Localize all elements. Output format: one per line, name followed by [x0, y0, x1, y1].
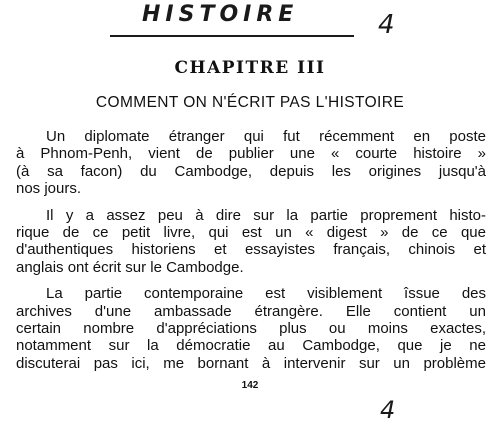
- paragraph-3: [16, 285, 486, 372]
- handwritten-mark-top: 4: [378, 10, 395, 40]
- paragraph-2: [16, 207, 486, 277]
- handwritten-mark-bottom: 4: [380, 396, 396, 424]
- text-line: d'authentiques historiens et essayistes français, chinois et: [16, 241, 486, 259]
- body-text: [16, 128, 486, 381]
- text-line: discuterai pas ici, me bornant à intervenir sur un problème: [16, 354, 486, 372]
- chapter-subtitle: COMMENT ON N'ÉCRIT PAS L'HISTOIRE: [95, 94, 405, 111]
- text-line: notamment sur la démocratie au Cambodge, que je ne: [16, 337, 486, 355]
- handwritten-title: HISTOIRE: [142, 2, 299, 27]
- text-line: à Phnom-Penh, vient de publier une « courte histoire »: [16, 145, 486, 163]
- text-line: Un diplomate étranger qui fut récemment en poste: [46, 128, 486, 145]
- text-line: Il y a assez peu à dire sur la partie proprement histo-: [46, 206, 486, 224]
- text-line: anglais ont écrit sur le Cambodge.: [16, 258, 244, 276]
- text-line: nos jours.: [16, 180, 82, 198]
- text-line: rique de ce petit livre, qui est un « digest » de ce que: [16, 224, 486, 242]
- text-line: La partie contemporaine est visiblement îssue des: [46, 285, 486, 303]
- text-line: certain nombre d'appréciations plus ou moins exactes,: [16, 320, 486, 338]
- text-line: archives d'une ambassade étrangère. Elle contient un: [16, 302, 486, 320]
- chapter-heading: CHAPITRE III: [174, 58, 326, 78]
- text-line: (à sa facon) du Cambodge, depuis les origines jusqu'à: [16, 162, 486, 180]
- paragraph-1: [16, 128, 486, 198]
- page-number: 142: [241, 380, 259, 391]
- handwritten-underline: [110, 35, 354, 37]
